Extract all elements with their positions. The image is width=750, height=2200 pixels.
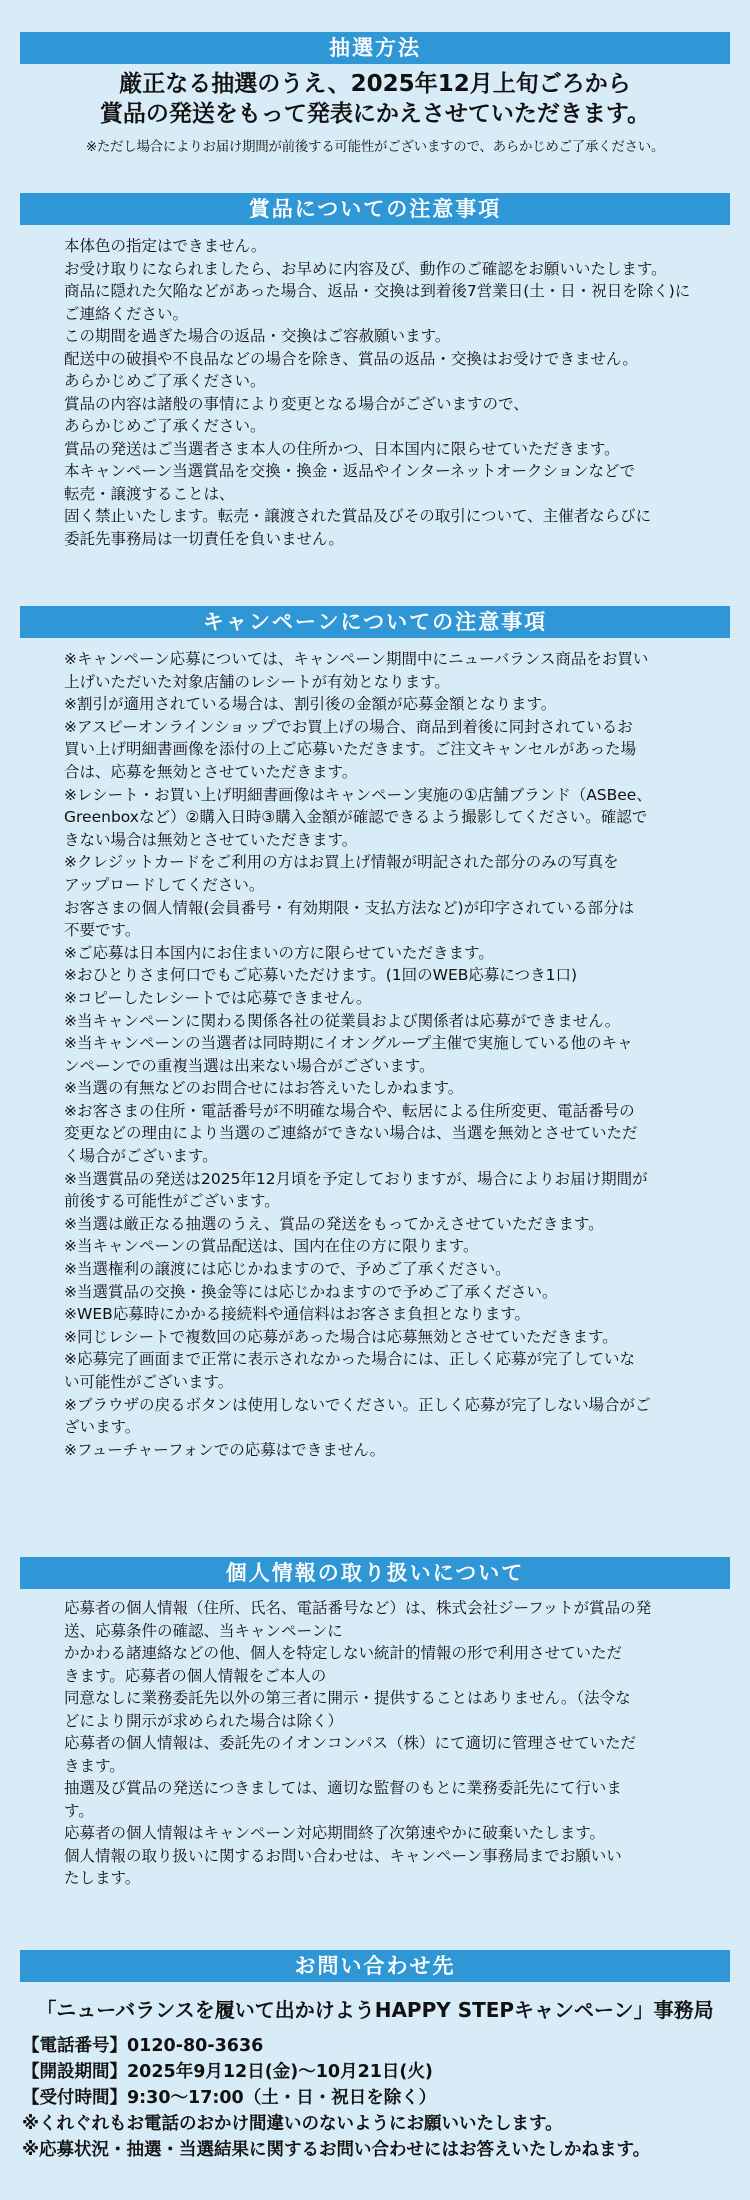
section-heading-privacy: 個人情報の取り扱いについて bbox=[20, 1557, 730, 1589]
prize-notes-line: 本体色の指定はできません。 bbox=[64, 237, 267, 255]
contact-phone: 【電話番号】0120-80-3636 bbox=[22, 2036, 264, 2056]
section-heading-prize-notes: 賞品についての注意事項 bbox=[20, 193, 730, 225]
campaign-notes-line: ※コピーしたレシートでは応募できません。 bbox=[64, 988, 372, 1007]
campaign-notes-line: ※当選賞品の交換・換金等には応じかねますので予めご了承ください。 bbox=[64, 1282, 558, 1301]
privacy-line: 同意なしに業務委託先以外の第三者に開示・提供することはありません。（法令な bbox=[64, 1689, 631, 1707]
campaign-notes-line: ※当キャンペーンの当選者は同時期にイオングループ主催で実施している他のキャ bbox=[64, 1034, 633, 1053]
lottery-lead-line-1: 厳正なる抽選のうえ、2025年12月上旬ごろから bbox=[119, 71, 631, 97]
campaign-notes-text bbox=[64, 648, 652, 1461]
campaign-notes-line: 前後する可能性がございます。 bbox=[64, 1192, 280, 1211]
privacy-line: たします。 bbox=[64, 1869, 141, 1887]
contact-period: 【開設期間】2025年9月12日(金)～10月21日(火) bbox=[22, 2062, 433, 2082]
campaign-notes-line: 変更などの理由により当選のご連絡ができない場合は、当選を無効とさせていただ bbox=[64, 1124, 638, 1143]
privacy-line: 応募者の個人情報はキャンペーン対応期間終了次第速やかに破棄いたします。 bbox=[64, 1824, 605, 1842]
campaign-notes-line: ※当キャンペーンの賞品配送は、国内在住の方に限ります。 bbox=[64, 1237, 479, 1256]
contact-hours: 【受付時間】9:30～17:00（土・日・祝日を除く） bbox=[22, 2088, 437, 2108]
contact-details bbox=[22, 2033, 650, 2163]
campaign-notes-line: ※応募完了画面まで正常に表示されなかった場合には、正しく応募が完了していな bbox=[64, 1350, 635, 1369]
campaign-notes-line: ※割引が適用されている場合は、割引後の金額が応募金額となります。 bbox=[64, 695, 557, 714]
privacy-text bbox=[64, 1597, 651, 1890]
privacy-line: 応募者の個人情報は、委託先のイオンコンパス（株）にて適切に管理させていただ bbox=[64, 1734, 636, 1752]
lottery-note: ※ただし場合によりお届け期間が前後する可能性がございますので、あらかじめご了承ください。 bbox=[85, 139, 665, 155]
campaign-notes-line: ※ブラウザの戻るボタンは使用しないでください。正しく応募が完了しない場合がご bbox=[64, 1395, 651, 1414]
prize-notes-line: 賞品の内容は諸般の事情により変更となる場合がございますので、 bbox=[64, 394, 529, 413]
section-heading-contact: お問い合わせ先 bbox=[20, 1950, 730, 1982]
lottery-lead-line-2: 賞品の発送をもって発表にかえさせていただきます。 bbox=[99, 101, 651, 127]
campaign-notes-line: ※キャンペーン応募については、キャンペーン期間中にニューバランス商品をお買い bbox=[64, 650, 649, 668]
prize-notes-line: 転売・譲渡することは、 bbox=[64, 484, 235, 503]
privacy-line: 抽選及び賞品の発送につきましては、適切な監督のもとに業務委託先にて行いま bbox=[64, 1779, 622, 1797]
campaign-notes-line: ※クレジットカードをご利用の方はお買上げ情報が明記された部分のみの写真を bbox=[64, 853, 619, 872]
prize-notes-text bbox=[64, 235, 690, 550]
campaign-notes-line: ※当キャンペーンに関わる関係各社の従業員および関係者は応募ができません。 bbox=[64, 1011, 621, 1030]
privacy-line: かかわる諸連絡などの他、個人を特定しない統計的情報の形で利用させていただ bbox=[64, 1644, 623, 1662]
campaign-notes-line: 不要です。 bbox=[64, 921, 141, 940]
campaign-notes-line: く場合がございます。 bbox=[64, 1147, 218, 1166]
campaign-notes-line: ※おひとりさま何口でもご応募いただけます。(1回のWEB応募につき1口) bbox=[64, 966, 578, 985]
campaign-notes-line: ※同じレシートで複数回の応募があった場合は応募無効とさせていただきます。 bbox=[64, 1327, 618, 1346]
privacy-line: どにより開示が求められた場合は除く） bbox=[64, 1711, 344, 1730]
campaign-notes-line: ※お客さまの住所・電話番号が不明確な場合や、転居による住所変更、電話番号の bbox=[64, 1101, 635, 1120]
prize-notes-line: ご連絡ください。 bbox=[64, 304, 189, 323]
campaign-notes-line: ※アスビーオンラインショップでお買上げの場合、商品到着後に同封されているお bbox=[64, 717, 633, 736]
prize-notes-line: 本キャンペーン当選賞品を交換・換金・返品やインターネットオークションなどで bbox=[64, 462, 636, 480]
campaign-notes-line: ※フューチャーフォンでの応募はできません。 bbox=[64, 1440, 386, 1459]
privacy-line: 応募者の個人情報（住所、氏名、電話番号など）は、株式会社ジーフットが賞品の発 bbox=[64, 1599, 652, 1617]
campaign-notes-line: 上げいただいた対象店舗のレシートが有効となります。 bbox=[64, 672, 450, 691]
campaign-notes-line: ンペーンでの重複当選は出来ない場合がございます。 bbox=[64, 1056, 435, 1075]
prize-notes-line: 商品に隠れた欠陥などがあった場合、返品・交換は到着後7営業日(土・日・祝日を除く)に bbox=[64, 282, 691, 300]
privacy-line: す。 bbox=[64, 1801, 94, 1820]
prize-notes-line: 委託先事務局は一切責任を負いません。 bbox=[64, 529, 344, 548]
campaign-notes-line: ※当選の有無などのお問合せにはお答えいたしかねます。 bbox=[64, 1079, 464, 1098]
privacy-line: きます。応募者の個人情報をご本人の bbox=[64, 1666, 327, 1685]
prize-notes-line: 賞品の発送はご当選者さま本人の住所かつ、日本国内に限らせていただきます。 bbox=[64, 439, 620, 458]
prize-notes-line: 固く禁止いたします。転売・譲渡された賞品及びその取引について、主催者ならびに bbox=[64, 507, 652, 525]
campaign-notes-line: ※レシート・お買い上げ明細書画像はキャンペーン実施の①店舗ブランド（ASBee、 bbox=[64, 785, 652, 804]
campaign-notes-line: ※当選権利の譲渡には応じかねますので、予めご了承ください。 bbox=[64, 1260, 511, 1279]
campaign-notes-line: 買い上げ明細書画像を添付の上ご応募いただきます。ご注文キャンセルがあった場 bbox=[64, 740, 637, 759]
campaign-notes-line: ※ご応募は日本国内にお住まいの方に限らせていただきます。 bbox=[64, 943, 494, 962]
campaign-notes-line: ※当選は厳正なる抽選のうえ、賞品の発送をもってかえさせていただきます。 bbox=[64, 1214, 604, 1233]
contact-note-2: ※応募状況・抽選・当選結果に関するお問い合わせにはお答えいたしかねます。 bbox=[22, 2140, 651, 2160]
contact-office-name: 「ニューバランスを履いて出かけようHAPPY STEPキャンペーン」事務局 bbox=[36, 1998, 714, 2022]
contact-note-1: ※くれぐれもお電話のおかけ間違いのないようにお願いいたします。 bbox=[22, 2114, 563, 2134]
campaign-notes-line: ※WEB応募時にかかる接続料や通信料はお客さま負担となります。 bbox=[64, 1305, 531, 1324]
campaign-notes-line: きない場合は無効とさせていただきます。 bbox=[64, 830, 358, 849]
prize-notes-line: あらかじめご了承ください。 bbox=[64, 372, 266, 390]
prize-notes-line: お受け取りになられましたら、お早めに内容及び、動作のご確認をお願いいたします。 bbox=[64, 259, 667, 278]
privacy-line: 送、応募条件の確認、当キャンペーンに bbox=[64, 1621, 343, 1640]
campaign-notes-line: ※当選賞品の発送は2025年12月頃を予定しておりますが、場合によりお届け期間が bbox=[64, 1169, 648, 1188]
prize-notes-line: あらかじめご了承ください。 bbox=[64, 417, 266, 435]
prize-notes-line: この期間を過ぎた場合の返品・交換はご容赦願います。 bbox=[64, 327, 451, 345]
section-heading-campaign-notes: キャンペーンについての注意事項 bbox=[20, 606, 730, 638]
campaign-notes-line: 合は、応募を無効とさせていただきます。 bbox=[64, 762, 358, 781]
section-heading-lottery: 抽選方法 bbox=[20, 32, 730, 64]
campaign-notes-line: アップロードしてください。 bbox=[64, 875, 265, 894]
privacy-line: きます。 bbox=[64, 1756, 125, 1775]
prize-notes-line: 配送中の破損や不良品などの場合を除き、賞品の返品・交換はお受けできません。 bbox=[64, 349, 638, 368]
campaign-notes-line: ざいます。 bbox=[64, 1418, 141, 1437]
campaign-notes-line: い可能性がございます。 bbox=[64, 1373, 234, 1391]
campaign-notes-line: お客さまの個人情報(会員番号・有効期限・支払方法など)が印字されている部分は bbox=[64, 898, 635, 917]
campaign-notes-line: Greenboxなど）②購入日時③購入金額が確認できるよう撮影してください。確認で bbox=[64, 808, 648, 827]
privacy-line: 個人情報の取り扱いに関するお問い合わせは、キャンペーン事務局までお願いい bbox=[64, 1846, 622, 1865]
